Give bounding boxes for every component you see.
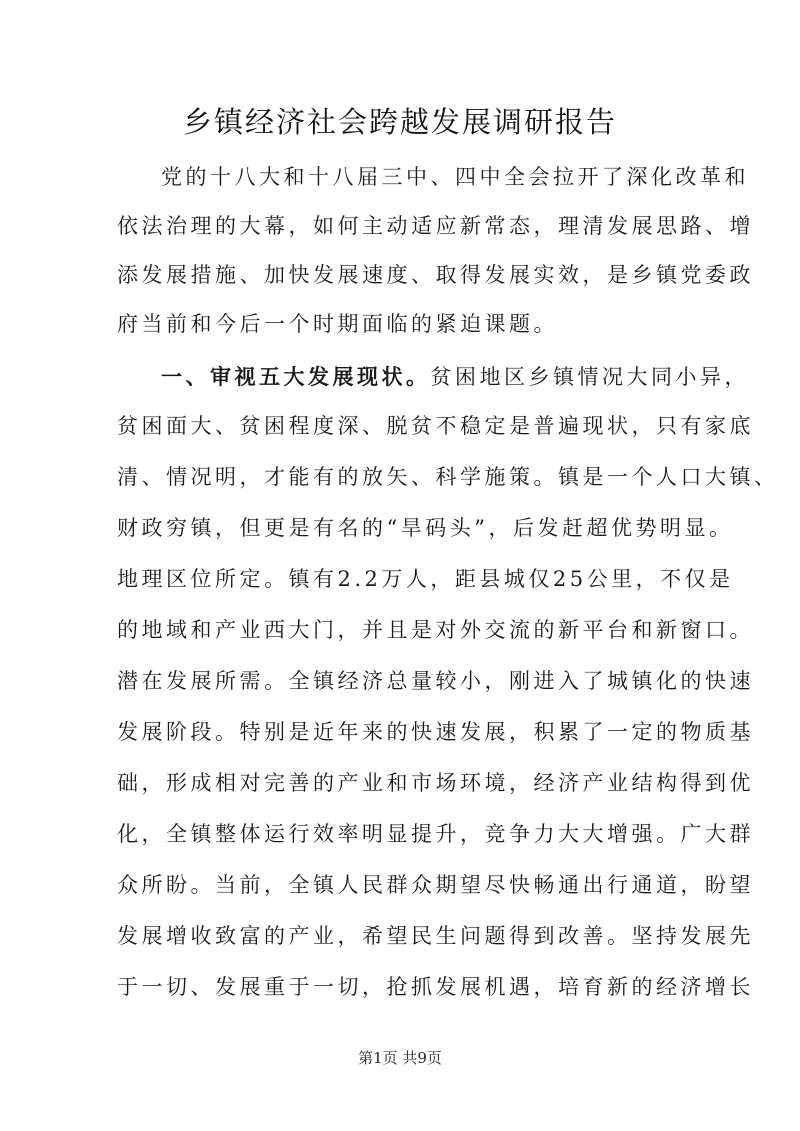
paragraph-line: 发展增收致富的产业，希望民生问题得到改善。坚持发展先 bbox=[117, 924, 754, 948]
paragraph-line: 依法治理的大幕，如何主动适应新常态，理清发展思路、增 bbox=[117, 214, 754, 238]
paragraph-line: 财政穷镇，但更是有名的“旱码头”，后发赶超优势明显。 bbox=[117, 516, 734, 540]
paragraph-line: 地理区位所定。镇有2.2万人，距县城仅25公里，不仅是 bbox=[117, 567, 734, 591]
section-heading-line bbox=[161, 362, 749, 392]
paragraph-line: 发展阶段。特别是近年来的快速发展，积累了一定的物质基 bbox=[117, 720, 754, 744]
paragraph-line: 贫困面大、贫困程度深、脱贫不稳定是普遍现状，只有家底 bbox=[117, 414, 754, 438]
paragraph-line: 潜在发展所需。全镇经济总量较小，刚进入了城镇化的快速 bbox=[117, 669, 754, 693]
paragraph-line: 党的十八大和十八届三中、四中全会拉开了深化改革和 bbox=[161, 165, 749, 189]
paragraph-line: 化，全镇整体运行效率明显提升，竞争力大大增强。广大群 bbox=[117, 822, 754, 846]
paragraph-line: 添发展措施、加快发展速度、取得发展实效，是乡镇党委政 bbox=[117, 263, 754, 287]
paragraph-line: 众所盼。当前，全镇人民群众期望尽快畅通出行通道，盼望 bbox=[117, 873, 754, 897]
paragraph-line-rest: 贫困地区乡镇情况大同小异， bbox=[430, 365, 749, 389]
section-heading: 一、审视五大发展现状。 bbox=[161, 364, 431, 389]
paragraph-line: 的地域和产业西大门，并且是对外交流的新平台和新窗口。 bbox=[117, 618, 754, 642]
paragraph-line: 于一切、发展重于一切，抢抓发展机遇，培育新的经济增长 bbox=[117, 975, 754, 999]
paragraph-line: 府当前和今后一个时期面临的紧迫课题。 bbox=[117, 312, 558, 336]
paragraph-line: 础，形成相对完善的产业和市场环境，经济产业结构得到优 bbox=[117, 771, 754, 795]
paragraph-line: 清、情况明，才能有的放矢、科学施策。镇是一个人口大镇、 bbox=[117, 465, 779, 489]
document-title: 乡镇经济社会跨越发展调研报告 bbox=[182, 105, 617, 139]
page-footer: 第1页 共9页 bbox=[358, 1049, 442, 1067]
